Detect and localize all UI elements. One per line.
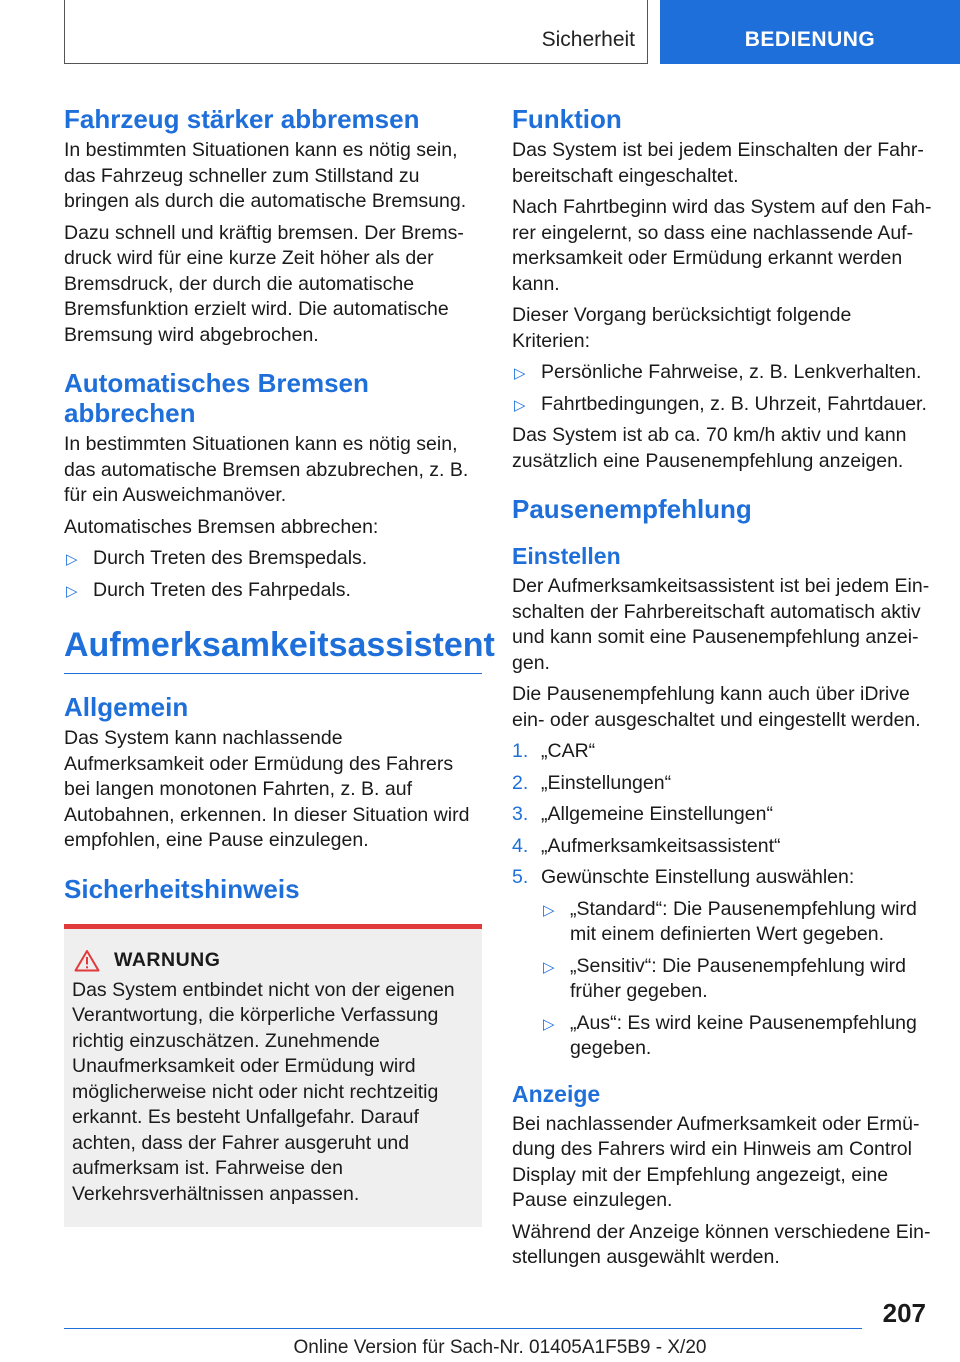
list-item: ▷ Durch Treten des Bremspedals. [64, 546, 482, 572]
list-item: ▷ „Aus“: Es wird keine Pausenempfehlung gegeben. [543, 1011, 917, 1059]
paragraph: In bestimmten Situationen kann es nötig sein, das Fahrzeug schneller zum Stillstand zu bringen als durch die automatische Bremsung. [64, 139, 467, 212]
paragraph: Das System ist ab ca. 70 km/h aktiv und kann zusätzlich eine Pausenempfehlung anzeigen. [512, 424, 907, 472]
step-number: 5. [512, 866, 529, 888]
list-item: ▷ Durch Treten des Fahrpedals. [64, 578, 482, 604]
triangle-bullet-icon: ▷ [66, 582, 78, 600]
step-item: 5. Gewünschte Einstellung auswählen: ▷ „Standard“: Die Pausenempfehlung wird mit einem definierten Wert gegeben. ▷ „Sensitiv“: Die Pausenempfehlung wird früher gegeben. ▷ „Aus“: Es wird keine Pausenempfehlung gegeben. [512, 865, 932, 1062]
step-item: 2. „Einstellungen“ [512, 771, 932, 797]
triangle-bullet-icon: ▷ [514, 365, 526, 382]
options-list [541, 897, 932, 1062]
warning-title: WARNUNG [114, 948, 221, 971]
paragraph: Das System kann nachlassende Aufmerksamkeit oder Ermüdung des Fahrers bei langen monotonen Fahrten, z. B. auf Autobahnen, erkennen. In dieser Situation wird empfohlen, eine Pause einzulegen. [64, 727, 470, 851]
kriterien-list [512, 360, 932, 417]
paragraph: Der Aufmerksamkeitsassistent ist bei jedem Einschalten der Fahrbereitschaft automatisch aktiv und kann somit eine Pausenempfehlung anzeigen. [512, 575, 930, 674]
list-item: ▷ „Sensitiv“: Die Pausenempfehlung wird früher gegeben. [543, 954, 906, 1002]
right-column [512, 100, 932, 1277]
page-number: 207 [882, 1298, 926, 1328]
warning-box [64, 924, 482, 1228]
list-item: ▷ Persönliche Fahrweise, z. B. Lenkverhalten. [512, 360, 932, 386]
step-number: 3. [512, 803, 529, 825]
paragraph: Dieser Vorgang berücksichtigt folgende Kriterien: [512, 304, 852, 352]
paragraph: Nach Fahrtbeginn wird das System auf den Fahrer eingelernt, so dass eine nachlassende Aufmerksamkeit oder Ermüdung erkannt werden kann. [512, 196, 932, 295]
footer-text: Online Version für Sach-Nr. 01405A1F5B9 - X/20 [293, 1337, 707, 1358]
header-frame [64, 0, 648, 64]
heading-allgemein: Allgemein [64, 692, 189, 722]
paragraph: Die Pausenempfehlung kann auch über iDrive ein- oder ausgeschaltet und eingestellt werden. [512, 683, 921, 731]
section-title: Sicherheit [541, 28, 635, 51]
step-item: 1. „CAR“ [512, 739, 932, 765]
left-column [64, 100, 495, 1227]
step-item: 3. „Allgemeine Einstellungen“ [512, 802, 932, 828]
warning-text: Das System entbindet nicht von der eigenen Verantwortung, die körperliche Verfassung richtig einzuschätzen. Zunehmende Unaufmerksamkeit oder Ermüdung wird möglicherweise nicht oder nicht rechtzeitig erkannt. Es besteht Unfallgefahr. Darauf achten, dass der Fahrer ausgeruht und aufmerksam ist. Fahrweise den Verkehrsverhältnissen anpassen. [72, 978, 455, 1205]
chapter-tab[interactable] [660, 0, 960, 64]
step-number: 1. [512, 740, 529, 762]
triangle-bullet-icon: ▷ [543, 958, 555, 976]
paragraph: Automatisches Bremsen abbrechen: [64, 515, 379, 538]
paragraph: Bei nachlassender Aufmerksamkeit oder Ermüdung des Fahrers wird ein Hinweis am Control Display mit der Empfehlung angezeigt, eine Pause einzulegen. [512, 1112, 920, 1211]
triangle-bullet-icon: ▷ [543, 901, 555, 919]
triangle-bullet-icon: ▷ [66, 551, 78, 568]
paragraph: Dazu schnell und kräftig bremsen. Der Bremsdruck wird für eine kurze Zeit höher als der Bremsdruck, der durch die automatische Bremsfunktion erzielt wird. Die automatische Bremsung wird abgebrochen. [64, 221, 464, 346]
chapter-tab-label: BEDIENUNG [744, 28, 876, 51]
step-item: 4. „Aufmerksamkeitsassistent“ [512, 834, 932, 860]
warning-header [72, 949, 474, 972]
paragraph: In bestimmten Situationen kann es nötig sein, das automatische Bremsen abzubrechen, z. B. für ein Ausweichmanöver. [64, 433, 469, 506]
heading-anzeige: Anzeige [512, 1080, 601, 1107]
list-item: ▷ „Standard“: Die Pausenempfehlung wird mit einem definierten Wert gegeben. [543, 897, 917, 945]
chapter-heading: Aufmerksamkeitsassistent [64, 625, 482, 674]
step-number: 2. [512, 771, 529, 794]
heading-abbremsen: Fahrzeug stärker abbremsen [64, 104, 420, 134]
heading-pausenempfehlung: Pausenempfehlung [512, 494, 752, 524]
triangle-bullet-icon: ▷ [514, 396, 526, 414]
triangle-bullet-icon: ▷ [543, 1015, 555, 1033]
list-item: ▷ Fahrtbedingungen, z. B. Uhrzeit, Fahrtdauer. [512, 392, 932, 418]
heading-funktion: Funktion [512, 104, 622, 134]
heading-einstellen: Einstellen [512, 543, 621, 569]
footer-divider [64, 1328, 862, 1329]
heading-abbrechen: Automatisches Bremsen abbrechen [64, 368, 369, 428]
abbrechen-list [64, 546, 482, 603]
warning-triangle-icon [74, 949, 100, 972]
paragraph: Das System ist bei jedem Einschalten der Fahrbereitschaft eingeschaltet. [512, 139, 924, 187]
heading-sicherheitshinweis: Sicherheitshinweis [64, 873, 300, 904]
steps-list [512, 739, 932, 1062]
paragraph: Während der Anzeige können verschiedene Einstellungen ausgewählt werden. [512, 1220, 931, 1268]
step-number: 4. [512, 834, 529, 857]
